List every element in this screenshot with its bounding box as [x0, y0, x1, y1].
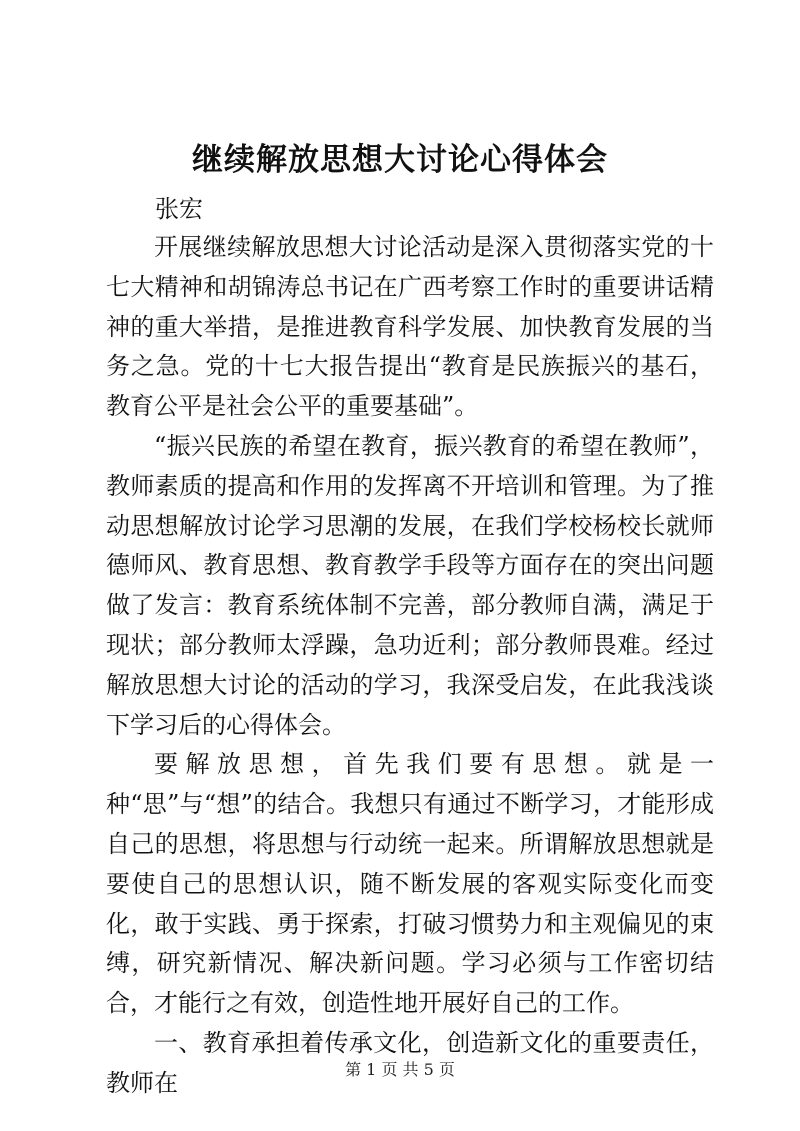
paragraph: 要解放思想，首先我们要有思想。就是一种“思”与“想”的结合。我想只有通过不断学习，才能形成自己的思想，将思想与行动统一起来。所谓解放思想就是要使自己的思想认识，随不断发展的客观实际变化而变化，敢于实践、勇于探索，打破习惯势力和主观偏见的束缚，研究新情况、解决新问题。学习必须与工作密切结合，才能行之有效，创造性地开展好自己的工作。 — [106, 750, 714, 1018]
paragraph: “振兴民族的希望在教育，振兴教育的希望在教师”，教师素质的提高和作用的发挥离不开培训和管理。为了推动思想解放讨论学习思潮的发展，在我们学校杨校长就师德师风、教育思想、教育教学手段等方面存在的突出问题做了发言：教育系统体制不完善，部分教师自满，满足于现状；部分教师太浮躁，急功近利；部分教师畏难。经过解放思想大讨论的活动的学习，我深受启发，在此我浅谈下学习后的心得体会。 — [106, 431, 714, 739]
page-footer: 第 1 页 共 5 页 — [345, 1060, 455, 1079]
document-title: 继续解放思想大讨论心得体会 — [192, 142, 608, 178]
document-body — [106, 228, 714, 1104]
author-name: 张宏 — [155, 195, 203, 223]
paragraph: 一、教育承担着传承文化，创造新文化的重要责任，教师在 — [106, 1028, 714, 1097]
paragraph: 开展继续解放思想大讨论活动是深入贯彻落实党的十七大精神和胡锦涛总书记在广西考察工作时的重要讲话精神的重大举措，是推进教育科学发展、加快教育发展的当务之急。党的十七大报告提出“教育是民族振兴的基石，教育公平是社会公平的重要基础”。 — [106, 233, 714, 421]
